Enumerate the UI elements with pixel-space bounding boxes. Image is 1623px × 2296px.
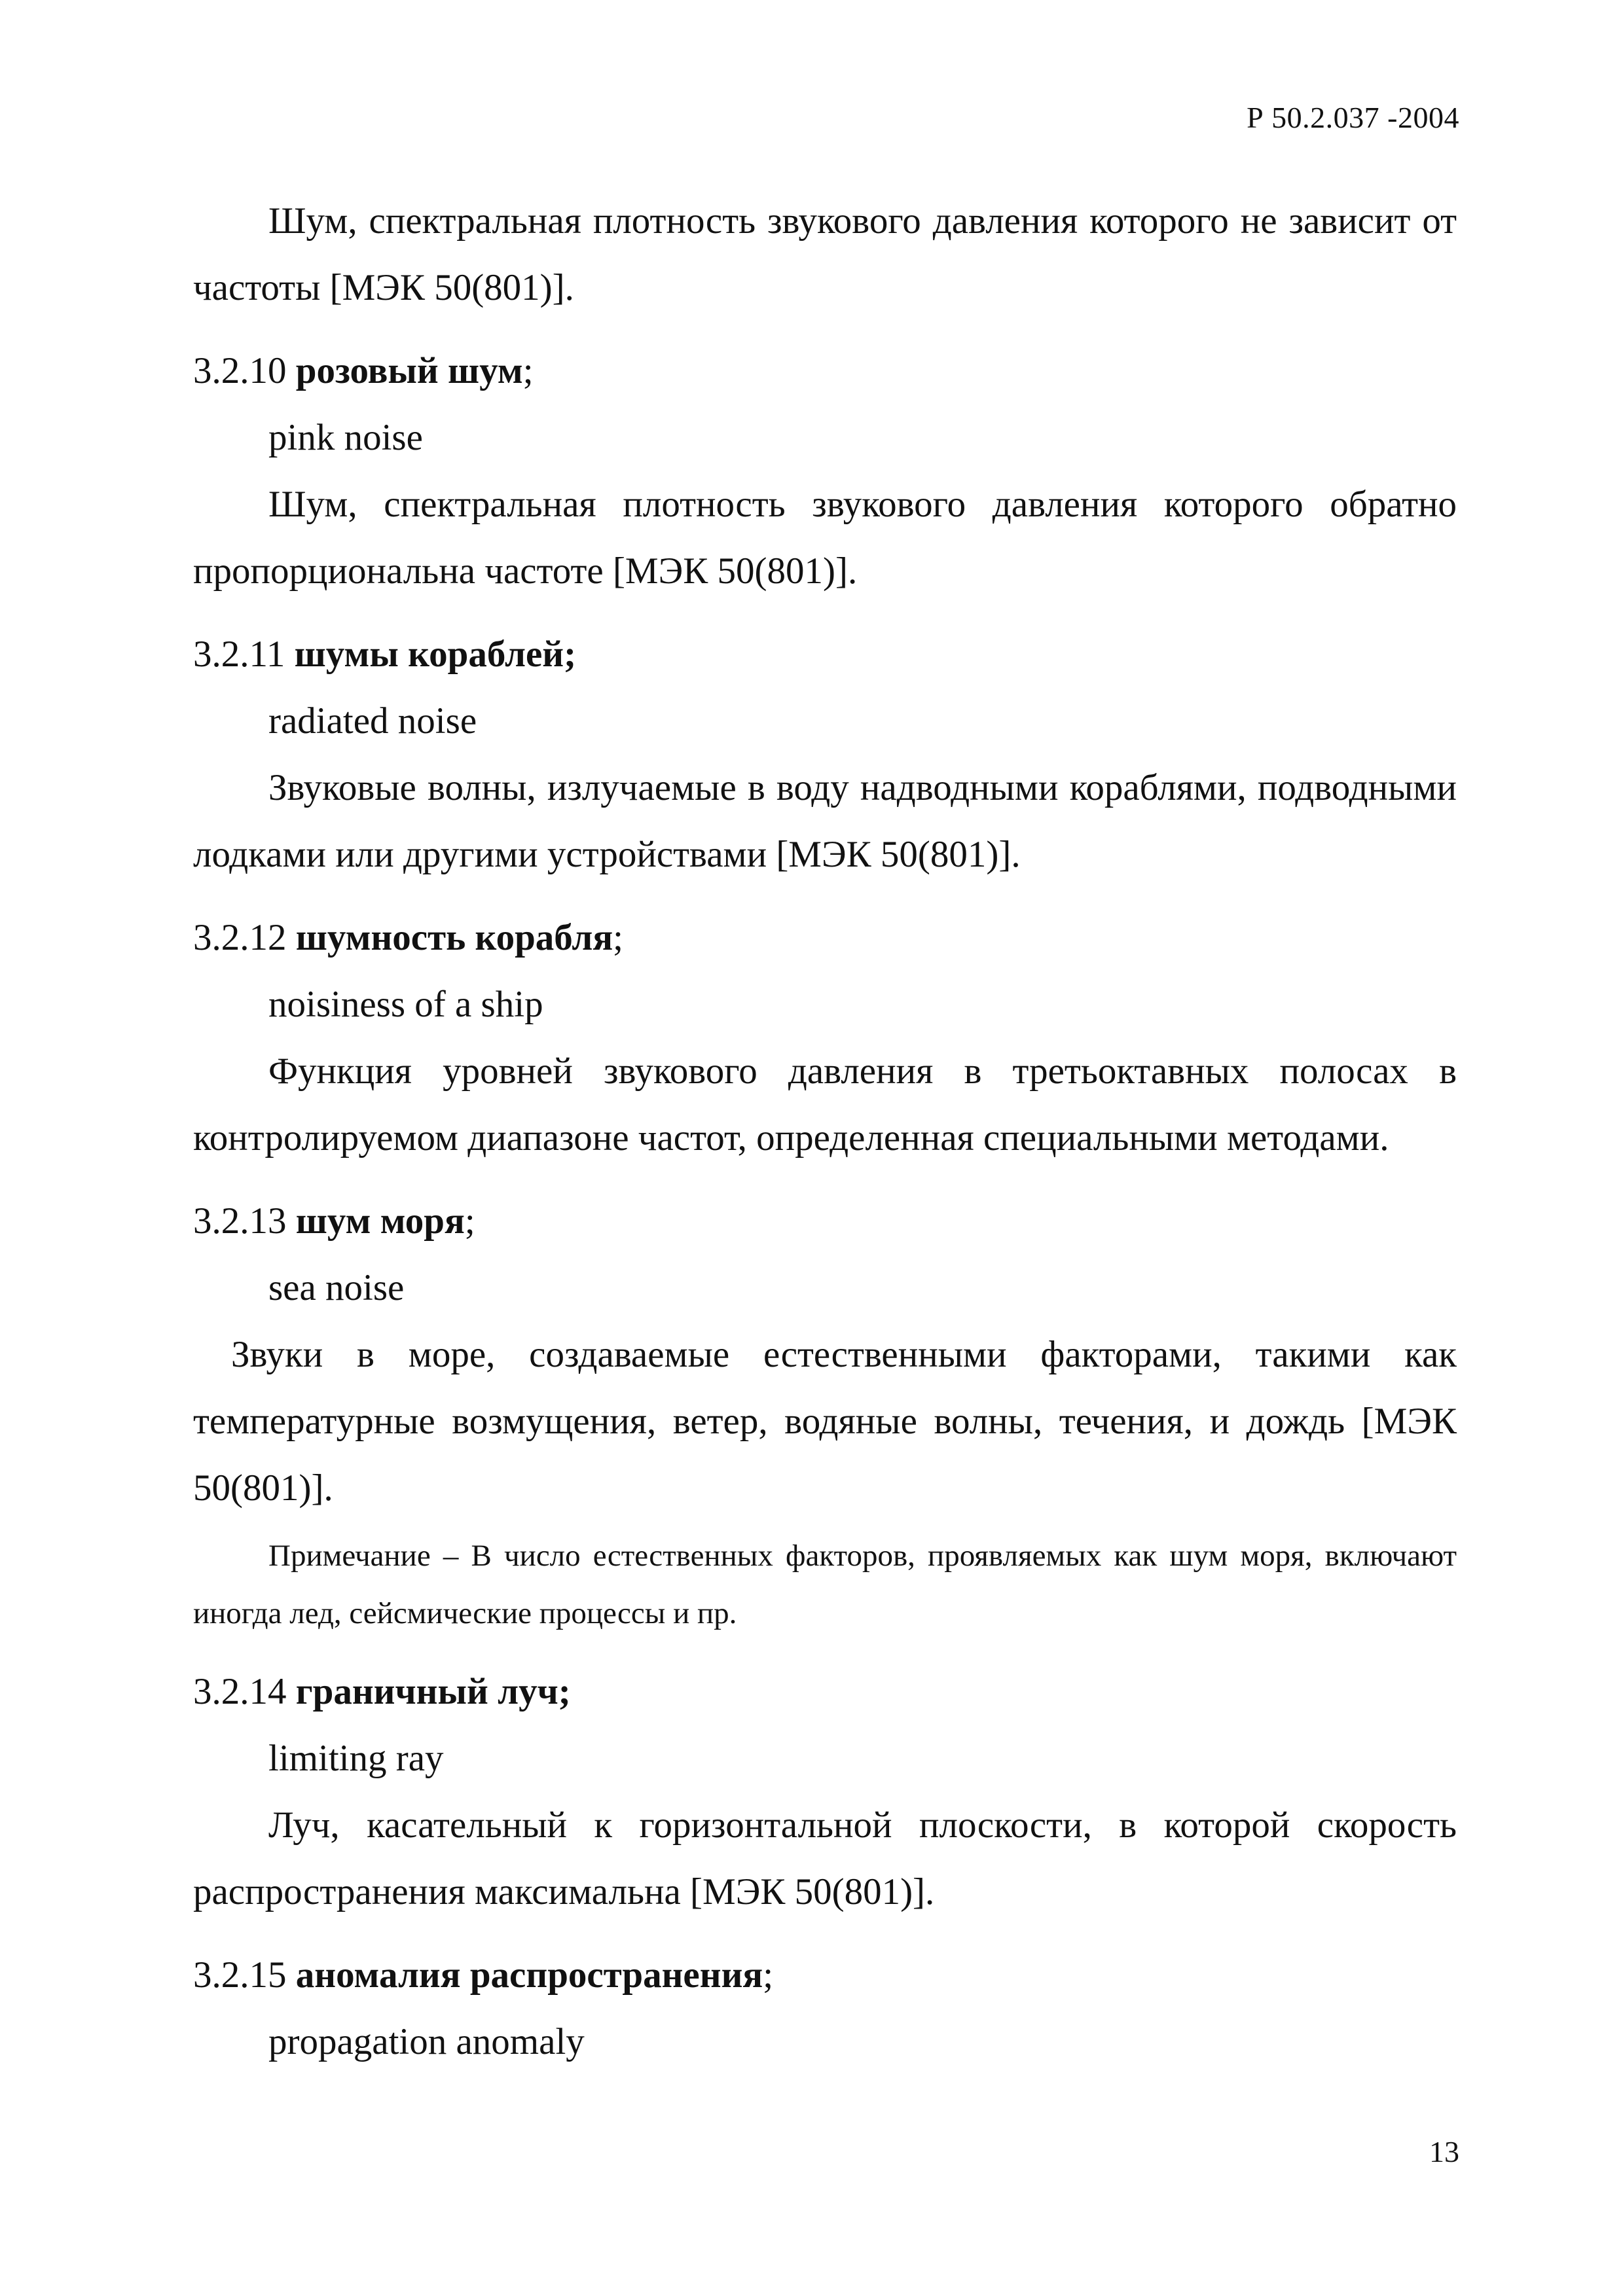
term-heading-3-2-10 (193, 338, 1457, 404)
term-english-3-2-12: noisiness of a ship (268, 984, 543, 1025)
term-number: 3.2.13 (193, 1200, 287, 1242)
term-title: граничный луч; (295, 1671, 571, 1712)
term-heading-3-2-13 (193, 1188, 1457, 1255)
page-number: 13 (1429, 2135, 1459, 2168)
term-definition-3-2-11: Звуковые волны, излучаемые в воду надводными кораблями, подводными лодками или другими устройствами [МЭК 50(801)]. (193, 767, 1457, 875)
term-definition-3-2-14: Луч, касательный к горизонтальной плоскости, в которой скорость распространения максимальна [МЭК 50(801)]. (193, 1804, 1457, 1912)
term-english-3-2-11: radiated noise (268, 700, 477, 742)
page-content (193, 188, 1457, 2075)
term-heading-3-2-12 (193, 905, 1457, 971)
term-heading-3-2-15 (193, 1942, 1457, 2009)
document-code: Р 50.2.037 -2004 (1247, 101, 1459, 134)
term-english-3-2-10: pink noise (268, 417, 423, 458)
term-suffix: ; (613, 917, 624, 958)
term-title: шумы кораблей; (294, 634, 577, 675)
term-english-3-2-14: limiting ray (268, 1738, 444, 1779)
term-suffix: ; (464, 1200, 475, 1242)
term-suffix: ; (522, 350, 534, 391)
term-suffix: ; (763, 1954, 774, 1996)
term-title: аномалия распространения (295, 1954, 763, 1996)
term-number: 3.2.11 (193, 634, 285, 675)
term-english-3-2-13: sea noise (268, 1267, 405, 1308)
intro-definition: Шум, спектральная плотность звукового давления которого не зависит от частоты [МЭК 50(801)]. (193, 200, 1457, 308)
term-definition-3-2-10: Шум, спектральная плотность звукового давления которого обратно пропорциональна частоте [МЭК 50(801)]. (193, 484, 1457, 592)
term-number: 3.2.15 (193, 1954, 287, 1996)
term-title: розовый шум (295, 350, 523, 391)
term-number: 3.2.10 (193, 350, 287, 391)
term-definition-3-2-13: Звуки в море, создаваемые естественными факторами, такими как температурные возмущения, ветер, водяные волны, течения, и дождь [МЭК 50(801)]. (193, 1334, 1457, 1509)
term-definition-3-2-12: Функция уровней звукового давления в третьоктавных полосах в контролируемом диапазоне частот, определенная специальными методами. (193, 1050, 1457, 1158)
term-number: 3.2.12 (193, 917, 287, 958)
term-title: шумность корабля (295, 917, 613, 958)
term-title: шум моря (295, 1200, 465, 1242)
term-number: 3.2.14 (193, 1671, 287, 1712)
term-english-3-2-15: propagation anomaly (268, 2021, 585, 2062)
term-note-3-2-13: Примечание – В число естественных факторов, проявляемых как шум моря, включают иногда лед, сейсмические процессы и пр. (193, 1539, 1457, 1630)
term-heading-3-2-11 (193, 621, 1457, 688)
term-heading-3-2-14 (193, 1659, 1457, 1725)
